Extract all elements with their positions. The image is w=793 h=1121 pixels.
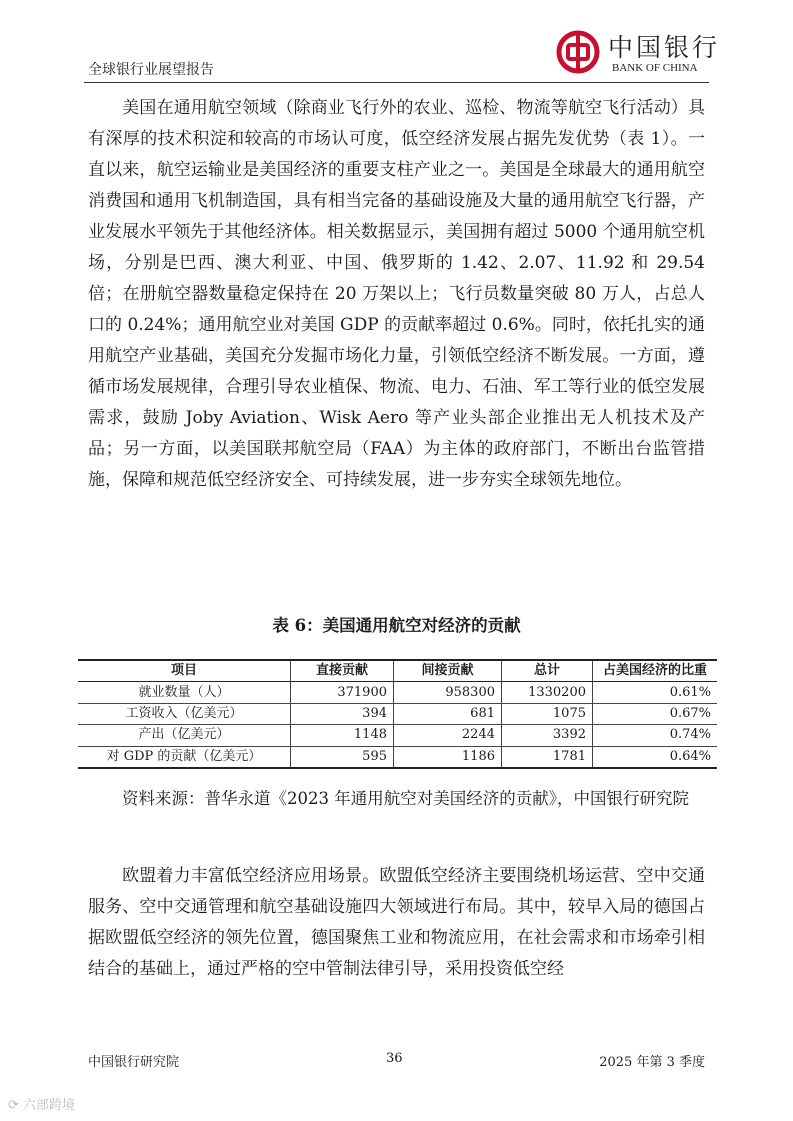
page-number: 36 [386,1051,403,1066]
paragraph-2-text: 欧盟着力丰富低空经济应用场景。欧盟低空经济主要围绕机场运营、空中交通服务、空中交通管理和航空基础设施四大领域进行布局。其中，较早入局的德国占据欧盟低空经济的领先位置，德国聚焦工业和物流应用，在社会需求和市场牵引相结合的基础上，通过严格的空中管制法律引导，采用投资低空经 [88,866,705,979]
bank-of-china-emblem-icon [556,30,600,74]
paragraph-eu-aviation [88,861,705,985]
contribution-table [78,659,717,769]
col-header-share: 占美国经济的比重 [593,660,718,682]
watermark-logo-icon: ⟳ [8,1098,24,1113]
logo-english-name: BANK OF CHINA [612,62,698,74]
share-value: 0.64% [593,746,718,768]
indirect-value: 958300 [394,682,502,703]
row-label: 就业数量（人） [78,682,291,703]
share-value: 0.74% [593,725,718,746]
table-header-row [78,660,717,682]
table-row [78,725,717,746]
report-title: 全球银行业展望报告 [88,62,214,78]
logo-chinese-name: 中国银行 [608,33,721,62]
table-row [78,746,717,768]
footer-org: 中国银行研究院 [88,1055,180,1070]
row-label: 对 GDP 的贡献（亿美元） [78,746,291,768]
watermark [8,1094,75,1113]
direct-value: 394 [291,703,394,724]
indirect-value: 681 [394,703,502,724]
total-value: 3392 [502,725,593,746]
direct-value: 1148 [291,725,394,746]
total-value: 1781 [502,746,593,768]
direct-value: 595 [291,746,394,768]
col-header-direct: 直接贡献 [291,660,394,682]
watermark-text: 六部跨境 [23,1098,76,1113]
source-note [88,782,705,815]
row-label: 工资收入（亿美元） [78,703,291,724]
row-label: 产出（亿美元） [78,725,291,746]
share-value: 0.61% [593,682,718,703]
indirect-value: 1186 [394,746,502,768]
total-value: 1075 [502,703,593,724]
col-header-indirect: 间接贡献 [394,660,502,682]
col-header-total: 总计 [502,660,593,682]
table-title: 表 6：美国通用航空对经济的贡献 [272,616,521,635]
table-row [78,703,717,724]
total-value: 1330200 [502,682,593,703]
footer-period: 2025 年第 3 季度 [599,1055,705,1070]
col-header-item: 项目 [78,660,291,682]
paragraph-1-text: 美国在通用航空领域（除商业飞行外的农业、巡检、物流等航空飞行活动）具有深厚的技术积淀和较高的市场认可度，低空经济发展占据先发优势（表 1）。一直以来，航空运输业是美国经济的重要支柱产业之一。美国是全球最大的通用航空消费国和通用飞机制造国，具有相当完备的基础设施及大量的通用航空飞行器，产业发展水平领先于其他经济体。相关数据显示，美国拥有超过 5000 个通用航空机场，分别是巴西、澳大利亚、中国、俄罗斯的 1.42、2.07、11.92 和 29.54 倍；在册航空器数量稳定保持在 20 万架以上；飞行员数量突破 80 万人，占总人口的 0.24%；通用航空业对美国 GDP 的贡献率超过 0.6%。同时，依托扎实的通用航空产业基础，美国充分发掘市场化力量，引领低空经济不断发展。一方面，遵循市场发展规律，合理引导农业植保、物流、电力、石油、军工等行业的低空发展需求，鼓励 Joby Aviation、Wisk Aero 等产业头部企业推出无人机技术及产品；另一方面，以美国联邦航空局（FAA）为主体的政府部门，不断出台监管措施，保障和规范低空经济安全、可持续发展，进一步夯实全球领先地位。 [88,98,705,490]
direct-value: 371900 [291,682,394,703]
paragraph-us-aviation [88,93,705,496]
source-note-text: 资料来源：普华永道《2023 年通用航空对美国经济的贡献》，中国银行研究院 [122,789,689,808]
bank-logo [556,28,721,78]
share-value: 0.67% [593,703,718,724]
header-divider [84,82,709,83]
table-row [78,682,717,703]
indirect-value: 2244 [394,725,502,746]
